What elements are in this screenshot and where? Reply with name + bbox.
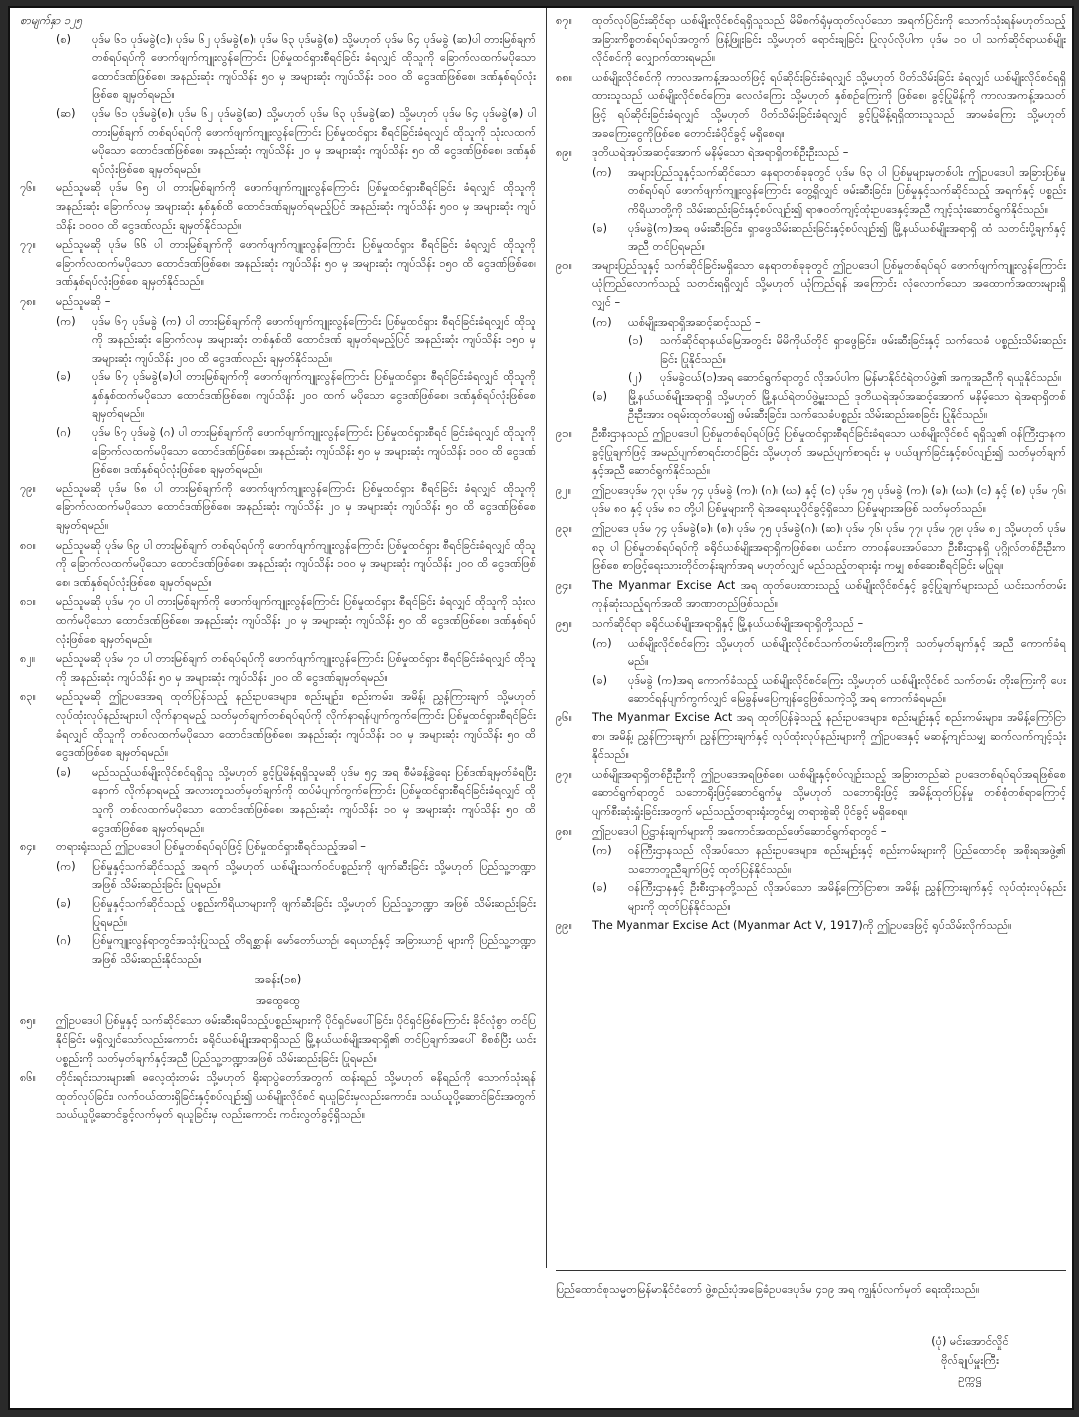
section-text: မည်သည့်ယစ်မျိုးလိုင်စင်ရရှိသူ သို့မဟုတ် ခွင့်ပြုမိန့်ရရှိသူမဆို ပုဒ်မ ၅၄ အရ စီမံခန့်ခွဲရေး ပြစ်ဒဏ်ချမှတ်ခံရပြီးနောက် လိုက်နာရမည့် အလားတူသတ်မှတ်ချက်ကို ထပ်မံပျက်ကွက်ကြောင်း ပြစ်မှုထင်ရှားစီရင်ခြင်းခံရလျှင် ထိုသူကို တစ်လထက်မပိုသော ထောင်ဒဏ်ဖြစ်စေ၊ အနည်းဆုံး ကျပ်သိန်း ၁၀ မှ အများဆုံး ကျပ်သိန်း ၅၀ ထိ ငွေဒဏ်ဖြစ်စေ ချမှတ်ရမည်။: [92, 765, 536, 835]
section-text: ဒုတိယရဲအုပ်အဆင့်အောက် မနိမ့်သော ရဲအရာရှိတစ်ဦးဦးသည် –: [592, 146, 849, 160]
section-number: ၈၉။: [556, 146, 573, 160]
section-number: ၉၇။: [556, 767, 572, 781]
section-item: [556, 520, 1066, 576]
section-text: မည်သူမဆို ဤဥပဒေအရ ထုတ်ပြန်သည့် နည်းဥပဒေများ၊ စည်းမျဉ်း၊ စည်းကမ်း၊ အမိန့်၊ ညွှန်ကြားချက် သို့မဟုတ် လုပ်ထုံးလုပ်နည်းများပါ လိုက်နာရမည့် သတ်မှတ်ချက်တစ်ရပ်ရပ်ကို လိုက်နာရန်ပျက်ကွက်ကြောင်း ပြစ်မှုထင်ရှားစီရင်ခြင်း ခံရလျှင် ထိုသူကို တစ်လထက်မပိုသော ထောင်ဒဏ်ဖြစ်စေ၊ အနည်းဆုံး ကျပ်သိန်း ၁၀ မှ အများဆုံး ကျပ်သိန်း ၅၀ ထိ ငွေဒဏ်ဖြစ်စေ ချမှတ်ရမည်။: [56, 690, 536, 760]
section-number: ၉၂။: [556, 483, 572, 497]
section-text: မည်သူမဆို ပုဒ်မ ၆၈ ပါ တားမြစ်ချက်ကို ဖောက်ဖျက်ကျူးလွန်ကြောင်း ပြစ်မှုထင်ရှား စီရင်ခြင်း ခံရလျှင် ထိုသူကို ခြောက်လထက်မပိုသော ထောင်ဒဏ်ဖြစ်စေ၊ အနည်းဆုံး ကျပ်သိန်း ၂၀ မှ အများဆုံး ကျပ်သိန်း ၅၀ ထိ ငွေဒဏ်ဖြစ်စေ ချမှတ်ရမည်။: [56, 481, 536, 533]
section-text: ယစ်မျိုးအရာရှိတစ်ဦးဦးကို ဤဥပဒေအရဖြစ်စေ၊ ယစ်မျိုးနှင့်စပ်လျဉ်းသည့် အခြားတည်ဆဲ ဥပဒေတစ်ရပ်ရပ်အရဖြစ်စေ ဆောင်ရွက်ရာတွင် သဘောရိုးဖြင့်ဆောင်ရွက်မှု သို့မဟုတ် သဘောရိုးဖြင့် အမိန့်ထုတ်ပြန်မှု တစ်စုံတစ်ရာကြောင့် ပျက်စီးဆုံးရှုံးခြင်းအတွက် မည်သည့်တရားရုံးတွင်မျှ တရားစွဲဆို ပိုင်ခွင့် မရှိစေရ။: [592, 767, 1066, 818]
section-number: (ဂ): [56, 934, 72, 948]
section-text: ယစ်မျိုးလိုင်စင်ကို ကာလအကန့်အသတ်ဖြင့် ရပ်ဆိုင်းခြင်းခံရလျှင် သို့မဟုတ် ပိတ်သိမ်းခြင်း ခံရလျှင် ယစ်မျိုးလိုင်စင်ရရှိထားသူသည် ယစ်မျိုးလိုင်စင်ကြေး၊ လေလံကြေး သို့မဟုတ် နှစ်စဉ်ကြေးကို ဖြစ်စေ၊ ခွင့်ပြုမိန့်ကို ကာလအကန့်အသတ်ဖြင့် ရပ်ဆိုင်းခြင်းခံရလျှင် သို့မဟုတ် ပိတ်သိမ်းခြင်းခံရလျှင် ခွင့်ပြုမိန့်ရရှိထားသူသည် အာမခံကြေး သို့မဟုတ် အခကြေးငွေကိုဖြစ်စေ တောင်းခံပိုင်ခွင့် မရှိစေရ။: [592, 70, 1066, 140]
section-item: [556, 917, 1066, 936]
section-number: (က): [56, 314, 76, 328]
section-number: (ခ): [56, 370, 72, 384]
section-text: ဤဥပဒေပုဒ်မ ၇၃၊ ပုဒ်မ ၇၄ ပုဒ်မခွဲ (က)၊ (ဂ)၊ (ဃ) နှင့် (င) ပုဒ်မ ၇၅ ပုဒ်မခွဲ (က)၊ (ခ)၊ (ဃ)၊ (င) နှင့် (စ) ပုဒ်မ ၇၆၊ ပုဒ်မ ၈၀ နှင့် ပုဒ်မ ၈၁ တို့ပါ ပြစ်မှုများကို ရဲအရေးယူပိုင်ခွင့်ရှိသော ပြစ်မှုများအဖြစ် သတ်မှတ်သည်။: [592, 483, 1066, 516]
section-subsub: [628, 332, 1066, 369]
section-number: (ခ): [592, 881, 608, 895]
section-text: မည်သူမဆို ပုဒ်မ ၇၀ ပါ တားမြစ်ချက်ကို ဖောက်ဖျက်ကျူးလွန်ကြောင်း ပြစ်မှုထင်ရှား စီရင်ခြင်း ခံရလျှင် ထိုသူကို သုံးလထက်မပိုသော ထောင်ဒဏ်ဖြစ်စေ၊ အနည်းဆုံး ကျပ်သိန်း ၂၀ မှ အများဆုံး ကျပ်သိန်း ၅၀ ထိ ငွေဒဏ်ဖြစ်စေ၊ ဒဏ်နှစ်ရပ်လုံးဖြစ်စေ ချမှတ်ရမည်။: [56, 595, 536, 646]
section-text: သက်ဆိုင်ရာ ခရိုင်ယစ်မျိုးအရာရှိနှင့် မြို့နယ်ယစ်မျိုးအရာရှိတို့သည် –: [592, 617, 864, 630]
section-text: ဤဥပဒေပါ ပြစ်မှုနှင့် သက်ဆိုင်သော ဖမ်းဆီးရမိသည့်ပစ္စည်းများကို ပိုင်ရှင်မပေါ်ခြင်း၊ ပိုင်ရှင်ဖြစ်ကြောင်း ခိုင်လုံစွာ တင်ပြနိုင်ခြင်း မရှိလျှင်သော်လည်းကောင်း ခရိုင်ယစ်မျိုးအရာရှိသည် မြို့နယ်ယစ်မျိုးအရာရှိ၏ တင်ပြချက်အပေါ် စိစစ်ပြီး ယင်းပစ္စည်းကို သတ်မှတ်ချက်နှင့်အညီ ပြည်သူ့ဘဏ္ဍာအဖြစ် သိမ်းဆည်းခြင်း ပြုရမည်။: [56, 1014, 536, 1065]
section-text: ပြစ်မှုနှင့်သက်ဆိုင်သည့် ပစ္စည်းကိရိယာများကို ဖျက်ဆီးခြင်း သို့မဟုတ် ပြည်သူ့ဘဏ္ဍာ အဖြစ် သိမ်းဆည်းခြင်း ပြုရမည်။: [92, 896, 536, 929]
section-number: (ဂ): [56, 426, 72, 440]
section-sub: [592, 314, 1066, 333]
section-text: ဝန်ကြီးဌာနသည် လိုအပ်သော နည်းဥပဒေများ၊ စည်းမျဉ်းနှင့် စည်းကမ်းများကို ပြည်ထောင်စု အစိုးရအဖွဲ့၏ သဘောတူညီချက်ဖြင့် ထုတ်ပြန်နိုင်သည်။: [628, 844, 1066, 876]
section-sub: [592, 388, 1066, 425]
section-number: ၉၉။: [556, 918, 572, 932]
column-divider: [546, 8, 547, 1268]
section-item: [556, 577, 1066, 614]
section-number: ၇၈။: [20, 294, 37, 308]
section-sub: [56, 368, 536, 424]
section-text: ထုတ်လုပ်ခြင်းဆိုင်ရာ ယစ်မျိုးလိုင်စင်ရရှိသူသည် မိမိစက်ရုံမှထုတ်လုပ်သော အရက်ပြင်းကို သောက်သုံးရန်မဟုတ်သည့် အခြားကိစ္စတစ်ရပ်ရပ်အတွက် ဖြန့်ဖြူးခြင်း သို့မဟုတ် ရောင်းချခြင်း ပြုလုပ်လိုပါက ပုဒ်မ ၁၀ ပါ သက်ဆိုင်ရာယစ်မျိုးလိုင်စင်ကို လျှောက်ထားရမည်။: [592, 14, 1066, 65]
section-text: ယစ်မျိုးလိုင်စင်ကြေး သို့မဟုတ် ယစ်မျိုးလိုင်စင်သက်တမ်းတိုးကြေးကို သတ်မှတ်ချက်နှင့် အညီ ကောက်ခံရမည်။: [628, 636, 1066, 669]
signature-rank: ဗိုလ်ချုပ်မှူးကြီး: [941, 1353, 999, 1367]
section-text: ပြစ်မှုကျူးလွန်ရာတွင်အသုံးပြုသည့် တိရစ္ဆာန်၊ မော်တော်ယာဉ်၊ ရေယာဉ်နှင့် အခြားယာဉ် များကို ပြည်သူ့ဘဏ္ဍာအဖြစ် သိမ်းဆည်းနိုင်သည်။: [92, 934, 536, 966]
section-item: [20, 650, 536, 687]
section-text: မည်သူမဆို ပုဒ်မ ၆၅ ပါ တားမြစ်ချက်ကို ဖောက်ဖျက်ကျူးလွန်ကြောင်း ပြစ်မှုထင်ရှားစီရင်ခြင်း ခံရလျှင် ထိုသူကို အနည်းဆုံး ခြောက်လမှ အများဆုံး နှစ်နှစ်ထိ ထောင်ဒဏ်ချမှတ်ရမည့်ပြင် အနည်းဆုံး ကျပ်သိန်း ၅၀၀ မှ အများဆုံး ကျပ်သိန်း ၁၀၀၀ ထိ ငွေဒဏ်လည်း ချမှတ်နိုင်သည်။: [56, 181, 536, 232]
section-number: (ခ): [592, 221, 608, 235]
section-item: [556, 709, 1066, 765]
section-item: [20, 593, 536, 649]
section-number: ၉၃။: [556, 522, 572, 536]
signature-name: (ပုံ) မင်းအောင်လှိုင်: [931, 1335, 1009, 1348]
section-item: [20, 1012, 536, 1068]
section-text: ဦးစီးဌာနသည် ဤဥပဒေပါ ပြစ်မှုတစ်ရပ်ရပ်ဖြင့် ပြစ်မှုထင်ရှားစီရင်ခြင်းခံရသော ယစ်မျိုးလိုင်စင် ရရှိသူ၏ ဝန်ကြီးဌာနက ခွင့်ပြုချက်ဖြင့် အမည်ပျက်စာရင်းတင်ခြင်း သို့မဟုတ် အမည်ပျက်စာရင်း မှ ပယ်ဖျက်ခြင်းနှင့်စပ်လျဉ်း၍ သတ်မှတ်ချက်နှင့်အညီ ဆောင်ရွက်နိုင်သည်။: [592, 427, 1066, 478]
section-text: တရားရုံးသည် ဤဥပဒေပါ ပြစ်မှုတစ်ရပ်ရပ်ဖြင့် ပြစ်မှုထင်ရှားစီရင်သည့်အခါ –: [56, 840, 366, 854]
section-sub: [592, 879, 1066, 916]
section-text: ပုဒ်မ ၆၇ ပုဒ်မခွဲ (က) ပါ တားမြစ်ချက်ကို ဖောက်ဖျက်ကျူးလွန်ကြောင်း ပြစ်မှုထင်ရှား စီရင်ခြင်းခံရလျှင် ထိုသူကို အနည်းဆုံး ခြောက်လမှ အများဆုံး တစ်နှစ်ထိ ထောင်ဒဏ် ချမှတ်ရမည့်ပြင် အနည်းဆုံး ကျပ်သိန်း ၁၅၀ မှ အများဆုံး ကျပ်သိန်း ၂၀၀ ထိ ငွေဒဏ်လည်း ချမှတ်နိုင်သည်။: [92, 314, 536, 365]
section-number: (စ): [56, 32, 72, 46]
section-number: ၈၈။: [556, 70, 573, 84]
section-text: ပုဒ်မခွဲငယ်(၁)အရ ဆောင်ရွက်ရာတွင် လိုအပ်ပါက မြန်မာနိုင်ငံရဲတပ်ဖွဲ့၏ အကူအညီကို ရယူနိုင်သည်။: [660, 371, 1062, 385]
section-number: ၈၁။: [20, 595, 37, 609]
section-number: ၉၀။: [556, 258, 572, 272]
section-number: (၁): [628, 334, 644, 348]
section-text: The Myanmar Excise Act အရ ထုတ်ပေးထားသည့် ယစ်မျိုးလိုင်စင်နှင့် ခွင့်ပြုချက်များသည် ယင်းသက်တမ်းကုန်ဆုံးသည့်ရက်အထိ အာဏာတည်ဖြစ်သည်။: [592, 578, 1066, 611]
section-text: ပုဒ်မ ၆၇ ပုဒ်မခွဲ (ဂ) ပါ တားမြစ်ချက်ကို ဖောက်ဖျက်ကျူးလွန်ကြောင်း ပြစ်မှုထင်ရှားစီရင် ခြင်းခံရလျှင် ထိုသူကို ခြောက်လထက်မပိုသော ထောင်ဒဏ်ဖြစ်စေ၊ အနည်းဆုံး ကျပ်သိန်း ၅၀ မှ အများဆုံး ကျပ်သိန်း ၁၀၀ ထိ ငွေဒဏ်ဖြစ်စေ၊ ဒဏ်နှစ်ရပ်လုံးဖြစ်စေ ချမှတ်ရမည်။: [92, 426, 536, 477]
section-sub: [56, 932, 536, 969]
left-column: [20, 12, 536, 1126]
section-number: (၂): [628, 371, 643, 385]
section-number: ၈၄။: [20, 840, 37, 854]
section-number: ၈၃။: [20, 690, 37, 704]
section-sub: [592, 220, 1066, 257]
section-number: ၈၅။: [20, 1014, 37, 1028]
section-number: ၇၉။: [20, 481, 36, 495]
section-number: (က): [592, 844, 612, 858]
section-sub: [592, 842, 1066, 879]
section-text: ယစ်မျိုးအရာရှိအဆင့်ဆင့်သည် –: [628, 315, 761, 329]
section-item: [20, 688, 536, 762]
section-text: ပုဒ်မခွဲ (က)အရ ကောက်ခံသည့် ယစ်မျိုးလိုင်စင်ကြေး သို့မဟုတ် ယစ်မျိုးလိုင်စင် သက်တမ်း တိုးကြေးကို ပေးဆောင်ရန်ပျက်ကွက်လျှင် မြေခွန်မပြေကျန်ငွေဖြစ်သကဲ့သို့ အရ ကောက်ခံရမည်။: [628, 673, 1066, 706]
section-sub: [592, 164, 1066, 220]
signature-title: ဥက္ကဋ္ဌ: [958, 1372, 982, 1386]
section-item: [556, 12, 1066, 68]
section-number: (က): [592, 315, 612, 329]
section-text: မြို့နယ်ယစ်မျိုးအရာရှိ သို့မဟုတ် မြို့နယ်ရဲတပ်ဖွဲ့မှူးသည် ဒုတိယရဲအုပ်အဆင့်အောက် မနိမ့်သော ရဲအရာရှိတစ်ဦးဦးအား ဝရမ်းထုတ်ပေး၍ ဖမ်းဆီးခြင်း၊ သက်သေခံပစ္စည်း သိမ်းဆည်းစေခြင်း ပြုနိုင်သည်။: [628, 389, 1066, 422]
section-number: (ခ): [56, 896, 72, 910]
section-text: ဝန်ကြီးဌာနနှင့် ဦးစီးဌာနတို့သည် လိုအပ်သော အမိန့်ကြော်ငြာစာ၊ အမိန့်၊ ညွှန်ကြားချက်နှင့် လုပ်ထုံးလုပ်နည်းများကို ထုတ်ပြန်နိုင်သည်။: [628, 881, 1066, 913]
section-item: [20, 480, 536, 536]
section-item: [556, 615, 1066, 634]
section-number: (ခ): [56, 765, 72, 779]
section-text: မည်သူမဆို ပုဒ်မ ၇၁ ပါ တားမြစ်ချက် တစ်ရပ်ရပ်ကို ဖောက်ဖျက်ကျူးလွန်ကြောင်း ပြစ်မှုထင်ရှား စီရင်ခြင်းခံရလျှင် ထိုသူကို အနည်းဆုံး ကျပ်သိန်း ၅၀ မှ အများဆုံး ကျပ်သိန်း ၂၀၀ ထိ ငွေဒဏ်ချမှတ်ရမည်။: [56, 652, 536, 684]
section-number: ၈၂။: [20, 652, 36, 666]
section-number: ၉၁။: [556, 427, 572, 441]
section-text: အများပြည်သူနှင့် သက်ဆိုင်ခြင်းမရှိသော နေရာတစ်ခုခုတွင် ဤဥပဒေပါ ပြစ်မှုတစ်ရပ်ရပ် ဖောက်ဖျက်ကျူးလွန်ကြောင်း ယုံကြည်လောက်သည့် သတင်းရရှိလျှင် သို့မဟုတ် ယုံကြည်ရန် အကြောင်း လုံလောက်သော အထောက်အထားများရှိလျှင် –: [592, 258, 1066, 309]
section-number: ၇၆။: [20, 181, 36, 195]
right-column: [556, 12, 1066, 936]
section-number: (ခ): [592, 389, 608, 403]
section-number: ၈၀။: [20, 538, 37, 552]
section-sub: [56, 105, 536, 179]
section-number: ၉၅။: [556, 617, 572, 630]
section-number: ၈၆။: [20, 1071, 37, 1085]
section-item: [20, 537, 536, 593]
section-number: (က): [56, 859, 76, 873]
section-text: မည်သူမဆို –: [56, 294, 111, 308]
signature-block: [890, 1333, 1050, 1389]
section-sub: [56, 764, 536, 838]
section-item: [20, 236, 536, 292]
section-item: [556, 823, 1066, 842]
section-text: The Myanmar Excise Act (Myanmar Act V, 1917)ကို ဤဥပဒေဖြင့် ရုပ်သိမ်းလိုက်သည်။: [592, 918, 1012, 932]
section-sub: [592, 635, 1066, 672]
section-sub: [56, 424, 536, 480]
section-number: (က): [592, 165, 612, 179]
section-text: ဤဥပဒေ ပုဒ်မ ၇၄ ပုဒ်မခွဲ(ခ)၊ (စ)၊ ပုဒ်မ ၇၅ ပုဒ်မခွဲ(ဂ)၊ (ဆ)၊ ပုဒ်မ ၇၆၊ ပုဒ်မ ၇၇၊ ပုဒ်မ ၇၉၊ ပုဒ်မ ၈၂ သို့မဟုတ် ပုဒ်မ ၈၃ ပါ ပြစ်မှုတစ်ရပ်ရပ်ကို ခရိုင်ယစ်မျိုးအရာရှိကဖြစ်စေ၊ ယင်းက တာဝန်ပေးအပ်သော ဦးစီးဌာနရှိ ပုဂ္ဂိုလ်တစ်ဦးဦးကဖြစ်စေ စာဖြင့်ရေးသားတိုင်တန်းချက်အရ မဟုတ်လျှင် မည်သည့်တရားရုံး ကမျှ စစ်ဆေးစီရင်ခြင်း မပြုရ။: [592, 522, 1066, 573]
section-text: ဤဥပဒေပါ ပြဋ္ဌာန်းချက်များကို အကောင်အထည်ဖော်ဆောင်ရွက်ရာတွင် –: [592, 824, 887, 838]
section-text: ပုဒ်မ ၆၇ ပုဒ်မခွဲ(ခ)ပါ တားမြစ်ချက်ကို ဖောက်ဖျက်ကျူးလွန်ကြောင်း ပြစ်မှုထင်ရှား စီရင်ခြင်းခံရလျှင် ထိုသူကို နှစ်နှစ်ထက်မပိုသော ထောင်ဒဏ်ဖြစ်စေ၊ ကျပ်သိန်း ၂၀၀ ထက် မပိုသော ငွေဒဏ်ဖြစ်စေ၊ ဒဏ်နှစ်ရပ်လုံးဖြစ်စေ ချမှတ်ရမည်။: [92, 370, 536, 421]
section-item: [556, 425, 1066, 481]
section-text: ပြစ်မှုနှင့်သက်ဆိုင်သည့် အရက် သို့မဟုတ် ယစ်မျိုးသက်ဝင်ပစ္စည်းကို ဖျက်ဆီးခြင်း သို့မဟုတ် ပြည်သူ့ဘဏ္ဍာအဖြစ် သိမ်းဆည်းခြင်း ပြုရမည်။: [92, 859, 536, 892]
section-item: [556, 257, 1066, 313]
section-sub: [56, 895, 536, 932]
chapter-title: အထွေထွေ: [255, 993, 301, 1007]
section-text: မည်သူမဆို ပုဒ်မ ၆၆ ပါ တားမြစ်ချက်ကို ဖောက်ဖျက်ကျူးလွန်ကြောင်း ပြစ်မှုထင်ရှား စီရင်ခြင်း ခံရလျှင် ထိုသူကို ခြောက်လထက်မပိုသော ထောင်ဒဏ်ဖြစ်စေ၊ အနည်းဆုံး ကျပ်သိန်း ၅၀ မှ အများဆုံး ကျပ်သိန်း ၁၅၀ ထိ ငွေဒဏ်ဖြစ်စေ၊ ဒဏ်နှစ်ရပ်လုံးဖြစ်စေ ချမှတ်နိုင်သည်။: [56, 238, 536, 289]
section-sub: [56, 858, 536, 895]
section-item: [20, 838, 536, 857]
section-text: မည်သူမဆို ပုဒ်မ ၆၉ ပါ တားမြစ်ချက် တစ်ရပ်ရပ်ကို ဖောက်ဖျက်ကျူးလွန်ကြောင်း ပြစ်မှုထင်ရှား စီရင်ခြင်းခံရလျှင် ထိုသူကို ခြောက်လထက်မပိုသော ထောင်ဒဏ်ဖြစ်စေ၊ အနည်းဆုံး ကျပ်သိန်း ၁၀၀ မှ အများဆုံး ကျပ်သိန်း ၂၀၀ ထိ ငွေဒဏ်ဖြစ်စေ၊ ဒဏ်နှစ်ရပ်လုံးဖြစ်စေ ချမှတ်ရမည်။: [56, 538, 536, 589]
chapter-number: အခန်း(၁၈): [254, 973, 302, 987]
section-number: ၉၆။: [556, 710, 572, 724]
section-subsub: [628, 369, 1066, 388]
section-text: အများပြည်သူနှင့်သက်ဆိုင်သော နေရာတစ်ခုခုတွင် ပုဒ်မ ၆၃ ပါ ပြစ်မှုများမှတစ်ပါး ဤဥပဒေပါ အခြားပြစ်မှုတစ်ရပ်ရပ် ဖောက်ဖျက်ကျူးလွန်ကြောင်း တွေ့ရှိလျှင် ဖမ်းဆီးခြင်း၊ ပြစ်မှုနှင့်သက်ဆိုင်သည့် အရက်နှင့် ပစ္စည်းကိရိယာတို့ကို သိမ်းဆည်းခြင်းနှင့်စပ်လျဉ်း၍ ရာဇဝတ်ကျင့်ထုံးဥပဒေနှင့်အညီ ကျင့်သုံးဆောင်ရွက်နိုင်သည်။: [628, 165, 1066, 216]
section-text: The Myanmar Excise Act အရ ထုတ်ပြန်ခဲ့သည့် နည်းဥပဒေများ၊ စည်းမျဉ်းနှင့် စည်းကမ်းများ၊ အမိန့်ကြော်ငြာစာ၊ အမိန့်၊ ညွှန်ကြားချက်၊ ညွှန်ကြားချက်နှင့် လုပ်ထုံးလုပ်နည်းများကို ဤဥပဒေနှင့် မဆန့်ကျင်သမျှ ဆက်လက်ကျင့်သုံးနိုင်သည်။: [592, 710, 1066, 762]
section-number: ၇၇။: [20, 238, 36, 252]
section-item: [556, 144, 1066, 163]
enactment-note: ပြည်ထောင်စုသမ္မတမြန်မာနိုင်ငံတော် ဖွဲ့စည်းပုံအခြေခံဥပဒေပုဒ်မ ၄၁၉ အရ ကျွန်ုပ်လက်မှတ် ရေးထိုးသည်။: [556, 1270, 1066, 1300]
section-item: [20, 1069, 536, 1125]
section-item: [20, 179, 536, 235]
section-text: ပုဒ်မ ၆၁ ပုဒ်မခွဲ(စ)၊ ပုဒ်မ ၆၂ ပုဒ်မခွဲ(ဆ) သို့မဟုတ် ပုဒ်မ ၆၃ ပုဒ်မခွဲ(ဆ) သို့မဟုတ် ပုဒ်မ ၆၄ ပုဒ်မခွဲ(ဇ) ပါ တားမြစ်ချက် တစ်ရပ်ရပ်ကို ဖောက်ဖျက်ကျူးလွန်ကြောင်း ပြစ်မှုထင်ရှား စီရင်ခြင်းခံရလျှင် ထိုသူကို သုံးလထက်မပိုသော ထောင်ဒဏ်ဖြစ်စေ၊ အနည်းဆုံး ကျပ်သိန်း ၂၀ မှ အများဆုံး ကျပ်သိန်း ၅၀ ထိ ငွေဒဏ်ဖြစ်စေ၊ ဒဏ်နှစ်ရပ်လုံးဖြစ်စေ ချမှတ်ရမည်။: [92, 106, 536, 176]
section-item: [556, 766, 1066, 822]
section-sub: [592, 672, 1066, 709]
document-page: [8, 6, 1074, 1410]
section-text: သက်ဆိုင်ရာနယ်မြေအတွင်း မိမိကိုယ်တိုင် ရှာဖွေခြင်း၊ ဖမ်းဆီးခြင်းနှင့် သက်သေခံ ပစ္စည်းသိမ်းဆည်းခြင်း ပြုနိုင်သည်။: [660, 334, 1066, 366]
section-sub: [56, 313, 536, 369]
section-item: [20, 293, 536, 312]
page-header: စာမျက်နှာ ၁၂၅: [20, 14, 83, 27]
section-text: ပုဒ်မ ၆၁ ပုဒ်မခွဲ(င)၊ ပုဒ်မ ၆၂ ပုဒ်မခွဲ(စ)၊ ပုဒ်မ ၆၃ ပုဒ်မခွဲ(စ) သို့မဟုတ် ပုဒ်မ ၆၄ ပုဒ်မခွဲ (ဆ)ပါ တားမြစ်ချက်တစ်ရပ်ရပ်ကို ဖောက်ဖျက်ကျူးလွန်ကြောင်း ပြစ်မှုထင်ရှားစီရင်ခြင်း ခံရလျှင် ထိုသူကို ခြောက်လထက်မပိုသော ထောင်ဒဏ်ဖြစ်စေ၊ အနည်းဆုံး ကျပ်သိန်း ၅၀ မှ အများဆုံး ကျပ်သိန်း ၁၀၀ ထိ ငွေဒဏ်ဖြစ်စေ၊ ဒဏ်နှစ်ရပ်လုံးဖြစ်စေ ချမှတ်ရမည်။: [92, 32, 536, 102]
section-number: ၉၈။: [556, 824, 573, 838]
section-text: တိုင်းရင်းသားများ၏ ဓလေ့ထုံးတမ်း သို့မဟုတ် ရိုးရာပွဲတော်အတွက် ထန်းရည် သို့မဟုတ် ဓနိရည်ကို သောက်သုံးရန် ထုတ်လုပ်ခြင်း၊ လက်ဝယ်ထားရှိခြင်းနှင့်စပ်လျဉ်း၍ ယစ်မျိုးလိုင်စင် ရယူခြင်းမှလည်းကောင်း၊ သယ်ယူပို့ဆောင်ခြင်းအတွက် သယ်ယူပို့ဆောင်ခွင့်လက်မှတ် ရယူခြင်းမှ လည်းကောင်း ကင်းလွတ်ခွင့်ရှိသည်။: [56, 1071, 536, 1122]
section-item: [556, 482, 1066, 519]
section-number: (ခ): [592, 673, 608, 687]
section-sub: [56, 31, 536, 105]
section-number: ၉၄။: [556, 578, 572, 592]
section-number: ၈၇။: [556, 14, 573, 27]
section-text: ပုဒ်မခွဲ(က)အရ ဖမ်းဆီးခြင်း၊ ရှာဖွေသိမ်းဆည်းခြင်းနှင့်စပ်လျဉ်း၍ မြို့နယ်ယစ်မျိုးအရာရှိ ထံ သတင်းပို့ချက်နှင့်အညီ တင်ပြရမည်။: [628, 221, 1066, 254]
section-number: (က): [592, 636, 612, 650]
section-number: (ဆ): [56, 106, 76, 120]
section-item: [556, 69, 1066, 143]
